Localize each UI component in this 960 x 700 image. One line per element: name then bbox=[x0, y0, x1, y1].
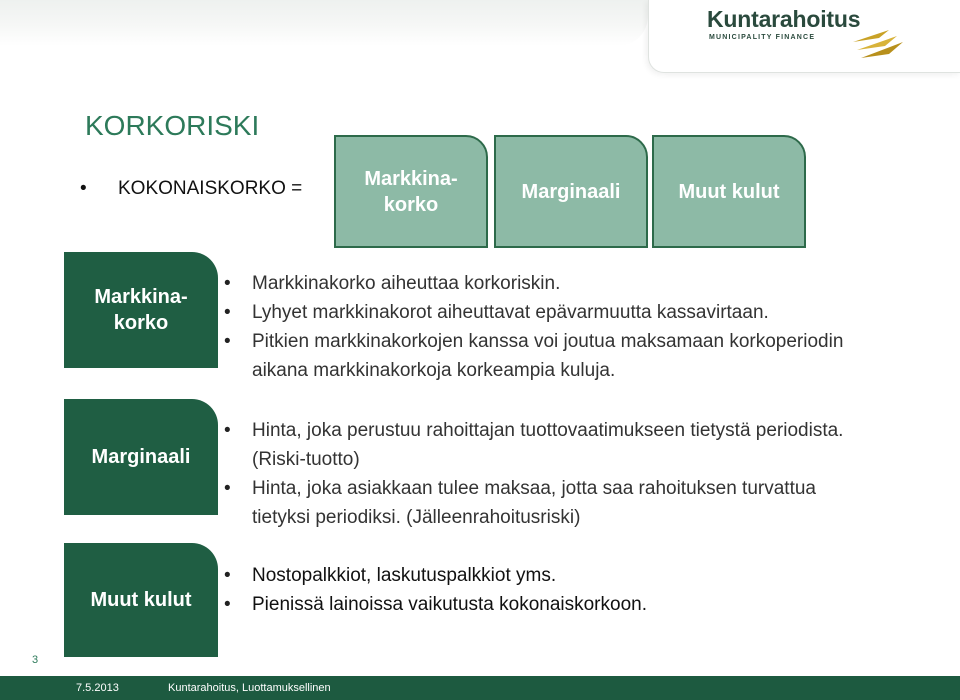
section-bullets-markkinakorko bbox=[222, 269, 862, 385]
footer-date: 7.5.2013 bbox=[76, 682, 119, 694]
component-box-marginaali bbox=[494, 135, 648, 248]
section-label-marginaali bbox=[64, 399, 218, 515]
section-label: Muut kulut bbox=[90, 589, 192, 611]
component-label: Marginaali bbox=[521, 180, 621, 203]
section-bullets-marginaali bbox=[222, 416, 862, 532]
component-label: Muut kulut bbox=[678, 180, 780, 203]
component-box-muut-kulut bbox=[652, 135, 806, 248]
list-item: • Nostopalkkiot, laskutuspalkkiot yms. bbox=[222, 561, 862, 590]
logo-name: Kuntarahoitus bbox=[707, 6, 861, 32]
footer-bar bbox=[0, 676, 960, 700]
component-box-markkinakorko bbox=[334, 135, 488, 248]
list-item: • Hinta, joka asiakkaan tulee maksaa, jotta saa rahoituksen turvattua tietyksi periodiksi. (Jälleenrahoitusriski) bbox=[222, 474, 862, 532]
section-label: Markkina- korko bbox=[94, 286, 188, 334]
logo bbox=[648, 0, 960, 73]
page-number: 3 bbox=[32, 654, 39, 666]
section-bullets-muut-kulut bbox=[222, 561, 862, 619]
list-item: • Lyhyet markkinakorot aiheuttavat epävarmuutta kassavirtaan. bbox=[222, 298, 862, 327]
top-banner bbox=[0, 0, 648, 46]
section-label-markkinakorko bbox=[64, 252, 218, 368]
formula-label: KOKONAISKORKO = bbox=[118, 178, 303, 199]
slide-title: KORKORISKI bbox=[85, 110, 260, 141]
list-item: • Pitkien markkinakorkojen kanssa voi joutua maksamaan korkoperiodin aikana markkinakorkoja korkeampia kuluja. bbox=[222, 327, 862, 385]
section-label-muut-kulut bbox=[64, 543, 218, 657]
list-item: • Hinta, joka perustuu rahoittajan tuottovaatimukseen tietystä periodista. (Riski-tuotto) bbox=[222, 416, 862, 474]
list-item: • Pienissä lainoissa vaikutusta kokonaiskorkoon. bbox=[222, 590, 862, 619]
bullet-marker: • bbox=[80, 178, 87, 199]
logo-emblem-icon bbox=[849, 26, 905, 60]
footer-text: Kuntarahoitus, Luottamuksellinen bbox=[168, 682, 331, 694]
component-label: Markkina- korko bbox=[364, 167, 458, 216]
list-item: • Markkinakorko aiheuttaa korkoriskin. bbox=[222, 269, 862, 298]
logo-subtitle: MUNICIPALITY FINANCE bbox=[709, 34, 816, 41]
section-label: Marginaali bbox=[91, 446, 191, 468]
